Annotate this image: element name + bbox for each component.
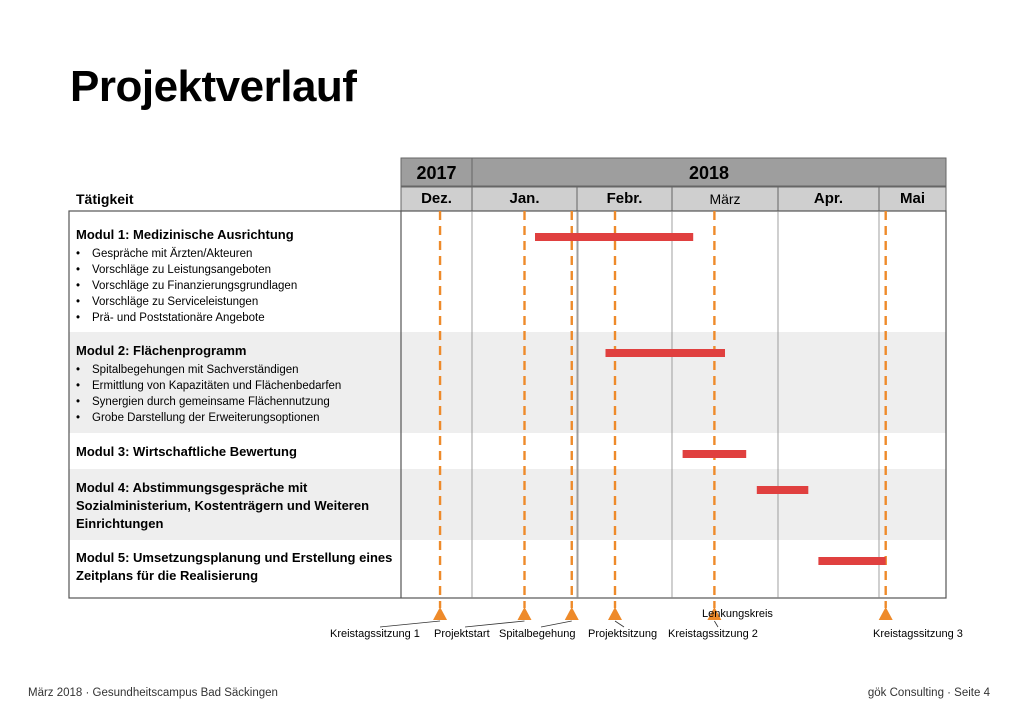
milestone-triangle — [518, 607, 532, 620]
module-bullet: • Synergien durch gemeinsame Flächennutzung — [76, 394, 398, 410]
gantt-bar — [757, 486, 809, 494]
module-bullet: • Vorschläge zu Serviceleistungen — [76, 294, 398, 310]
gantt-bar — [818, 557, 885, 565]
milestone-label: Kreistagssitzung 2 — [668, 628, 758, 640]
milestone-label: Spitalbegehung — [499, 628, 576, 640]
year-label: 2018 — [688, 163, 730, 183]
module-bullet: • Spitalbegehungen mit Sachverständigen — [76, 362, 398, 378]
milestone-leader-line — [541, 621, 572, 627]
module-title: Modul 3: Wirtschaftliche Bewertung — [76, 444, 297, 459]
month-label: März — [709, 191, 741, 207]
footer-right: gök Consulting · Seite 4 — [867, 687, 990, 699]
module-bullet-list — [76, 246, 398, 326]
module-bullet: • Prä- und Poststationäre Angebote — [76, 310, 398, 326]
milestone-triangle — [433, 607, 447, 620]
module-row — [76, 443, 398, 461]
module-title: Modul 1: Medizinische Ausrichtung — [76, 227, 294, 242]
milestone-leader-line — [615, 621, 624, 627]
month-label: Febr. — [606, 190, 643, 207]
gantt-bar — [683, 450, 747, 458]
milestone-leader-line — [380, 621, 440, 627]
footer-left: März 2018 · Gesundheitscampus Bad Säckingen — [28, 687, 278, 699]
module-bullet: • Ermittlung von Kapazitäten und Flächenbedarfen — [76, 378, 398, 394]
module-row — [76, 549, 398, 585]
month-label: Mai — [899, 190, 925, 207]
milestone-label: Kreistagssitzung 3 — [873, 628, 963, 640]
month-label: Apr. — [813, 190, 844, 207]
module-bullet: • Grobe Darstellung der Erweiterungsoptionen — [76, 410, 398, 426]
milestone-label: Kreistagssitzung 1 — [330, 628, 420, 640]
module-bullet: • Vorschläge zu Finanzierungsgrundlagen — [76, 278, 398, 294]
module-row — [76, 226, 398, 326]
module-title: Modul 4: Abstimmungsgespräche mit Sozialministerium, Kostenträgern und Weiteren Einrichtungen — [76, 480, 370, 531]
milestone-label: Lenkungskreis — [702, 608, 773, 620]
month-label: Jan. — [509, 190, 540, 207]
year-label: 2017 — [416, 163, 457, 183]
gantt-bar — [606, 349, 726, 357]
milestone-label: Projektsitzung — [588, 628, 658, 640]
milestone-leader-line — [465, 621, 525, 627]
module-bullet-list — [76, 362, 398, 426]
milestone-triangle — [879, 607, 893, 620]
milestone-label: Projektstart — [434, 628, 490, 640]
page-title: Projektverlauf — [70, 62, 357, 111]
activity-column-header: Tätigkeit — [76, 191, 134, 207]
milestone-leader-line — [714, 621, 718, 627]
module-title: Modul 2: Flächenprogramm — [76, 343, 247, 358]
module-row — [76, 342, 398, 426]
module-row — [76, 479, 398, 533]
milestone-triangle — [565, 607, 579, 620]
module-bullet: • Gespräche mit Ärzten/Akteuren — [76, 246, 398, 262]
module-title: Modul 5: Umsetzungsplanung und Erstellung eines Zeitplans für die Realisierung — [76, 550, 393, 583]
milestone-triangle — [608, 607, 622, 620]
module-bullet: • Vorschläge zu Leistungsangeboten — [76, 262, 398, 278]
month-label: Dez. — [421, 190, 452, 207]
gantt-bar — [535, 233, 693, 241]
